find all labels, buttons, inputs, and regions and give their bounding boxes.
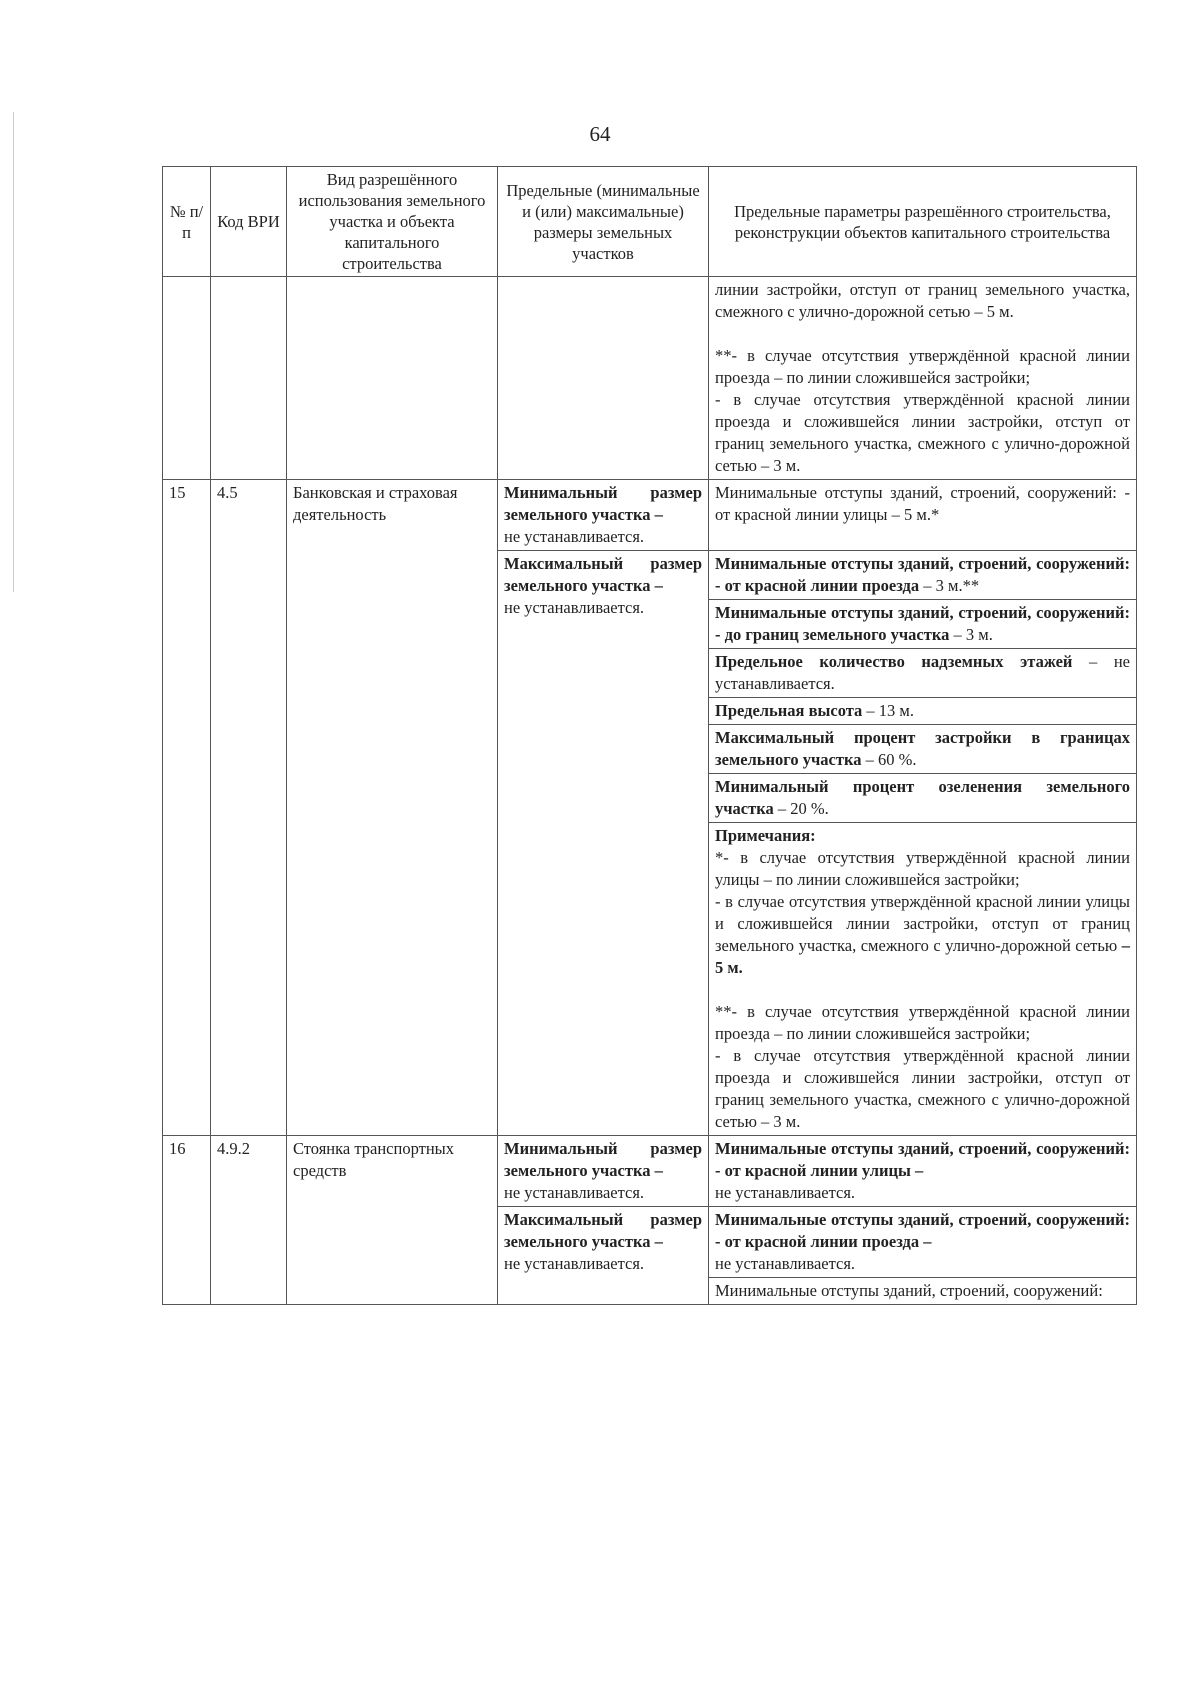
- params-cell: линии застройки, отступ от границ земельного участка, смежного с улично-дорожной сетью – 5 м. **- в случае отсутствия утверждённой красной линии проезда – по линии сложившейся застройки; - в случае отсутствия утверждённой красной линии проезда и сложившейся линии застройки, отступ от границ земельного участка, смежного с улично-дорожной сетью – 3 м.: [709, 277, 1137, 480]
- header-use: Вид разрешённого использования земельного участка и объекта капитального строительства: [287, 167, 498, 277]
- header-size: Предельные (минимальные и (или) максимальные) размеры земельных участков: [498, 167, 709, 277]
- param-cell: Предельное количество надземных этажей – не устанавливается.: [709, 649, 1137, 698]
- param-cell: Минимальные отступы зданий, строений, сооружений: - от красной линии улицы – 5 м.*: [709, 480, 1137, 551]
- row-use: Стоянка транспортных средств: [287, 1136, 498, 1305]
- table-row: [163, 1136, 1137, 1207]
- row-code: 4.9.2: [211, 1136, 287, 1305]
- scan-edge-line: [13, 112, 14, 592]
- max-size-cell: Максимальный размер земельного участка – не устанавливается.: [498, 1207, 709, 1305]
- regulations-table: [162, 166, 1137, 1305]
- table-row: [163, 480, 1137, 551]
- max-size-cell: Максимальный размер земельного участка – не устанавливается.: [498, 551, 709, 1136]
- param-cell: Минимальные отступы зданий, строений, сооружений: - от красной линии проезда – 3 м.**: [709, 551, 1137, 600]
- param-cell: Предельная высота – 13 м.: [709, 698, 1137, 725]
- row-num: 15: [163, 480, 211, 1136]
- page-number: 64: [589, 122, 611, 146]
- param-cell: Минимальные отступы зданий, строений, сооружений: - от красной линии улицы – не устанавливается.: [709, 1136, 1137, 1207]
- notes-cell: Примечания: *- в случае отсутствия утверждённой красной линии улицы – по линии сложившейся застройки; - в случае отсутствия утверждённой красной линии улицы и сложившейся линии застройки, отступ от границ земельного участка, смежного с улично-дорожной сетью – 5 м. **- в случае отсутствия утверждённой красной линии проезда – по линии сложившейся застройки; - в случае отсутствия утверждённой красной линии проезда и сложившейся линии застройки, отступ от границ земельного участка, смежного с улично-дорожной сетью – 3 м.: [709, 823, 1137, 1136]
- header-num: № п/п: [163, 167, 211, 277]
- header-params: Предельные параметры разрешённого строительства, реконструкции объектов капитального строительства: [709, 167, 1137, 277]
- param-cell: Максимальный процент застройки в границах земельного участка – 60 %.: [709, 725, 1137, 774]
- row-code: 4.5: [211, 480, 287, 1136]
- header-code: Код ВРИ: [211, 167, 287, 277]
- row-use: Банковская и страховая деятельность: [287, 480, 498, 1136]
- table-row-continued: [163, 277, 1137, 480]
- param-cell: Минимальные отступы зданий, строений, сооружений: - от красной линии проезда – не устанавливается.: [709, 1207, 1137, 1278]
- param-cell: Минимальные отступы зданий, строений, сооружений: - до границ земельного участка – 3 м.: [709, 600, 1137, 649]
- row-num: 16: [163, 1136, 211, 1305]
- param-cell: Минимальные отступы зданий, строений, сооружений:: [709, 1278, 1137, 1305]
- header-row: [163, 167, 1137, 277]
- min-size-cell: Минимальный размер земельного участка – не устанавливается.: [498, 480, 709, 551]
- param-cell: Минимальный процент озеленения земельного участка – 20 %.: [709, 774, 1137, 823]
- min-size-cell: Минимальный размер земельного участка – не устанавливается.: [498, 1136, 709, 1207]
